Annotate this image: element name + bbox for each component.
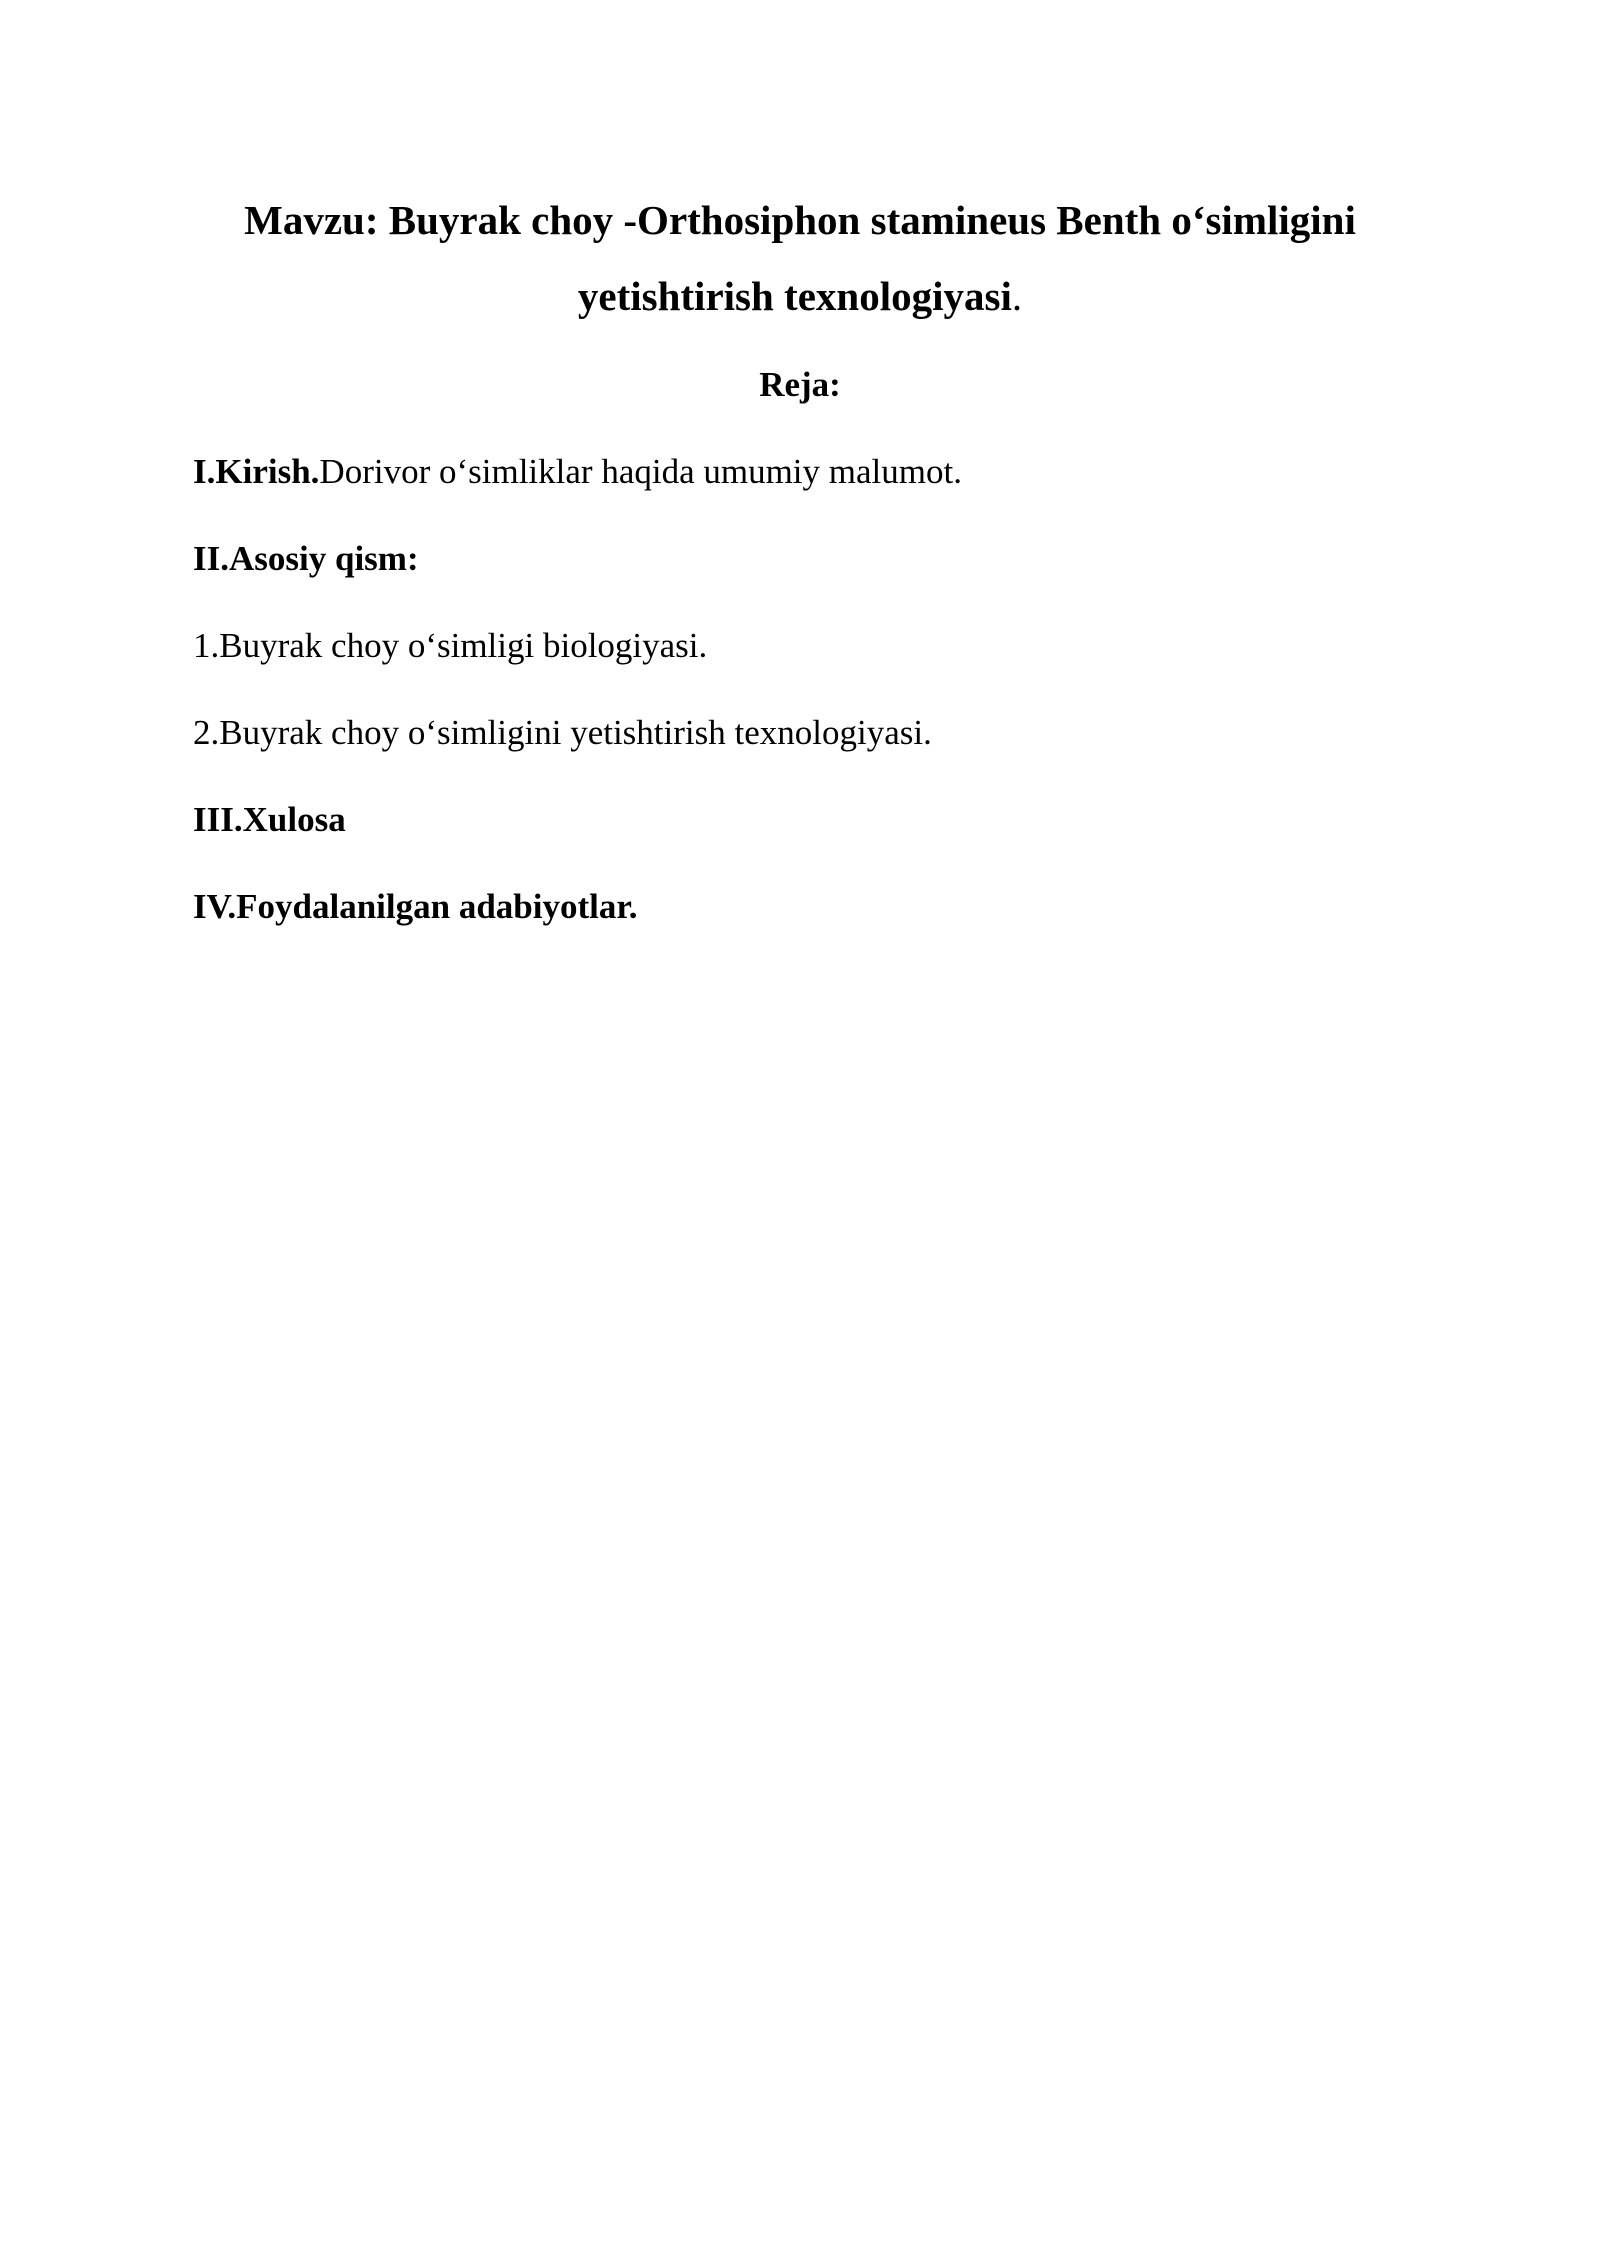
plan-item-text: 1.Buyrak choy o‘simligi biologiyasi. xyxy=(193,626,708,665)
plan-item-label: III.Xulosa xyxy=(193,800,346,839)
plan-item-introduction xyxy=(193,447,962,497)
plan-subitem-technology xyxy=(193,708,932,758)
plan-item-label: I.Kirish. xyxy=(193,452,320,491)
plan-item-references xyxy=(193,882,637,932)
plan-item-text: Dorivor o‘simliklar haqida umumiy malumot. xyxy=(319,452,962,491)
document-title-period: . xyxy=(1011,273,1023,319)
plan-item-label: II.Asosiy qism: xyxy=(193,539,419,578)
document-title-text: Mavzu: Buyrak choy -Orthosiphon stamineus Benth o‘simligini yetishtirish texnologiyasi xyxy=(244,197,1356,319)
plan-subitem-biology xyxy=(193,621,707,671)
document-title xyxy=(180,182,1420,334)
plan-item-label: IV.Foydalanilgan adabiyotlar. xyxy=(193,887,638,926)
plan-heading: Reja: xyxy=(759,365,841,404)
plan-item-main-part xyxy=(193,534,419,584)
plan-item-conclusion xyxy=(193,795,346,845)
plan-item-text: 2.Buyrak choy o‘simligini yetishtirish texnologiyasi. xyxy=(193,713,932,752)
